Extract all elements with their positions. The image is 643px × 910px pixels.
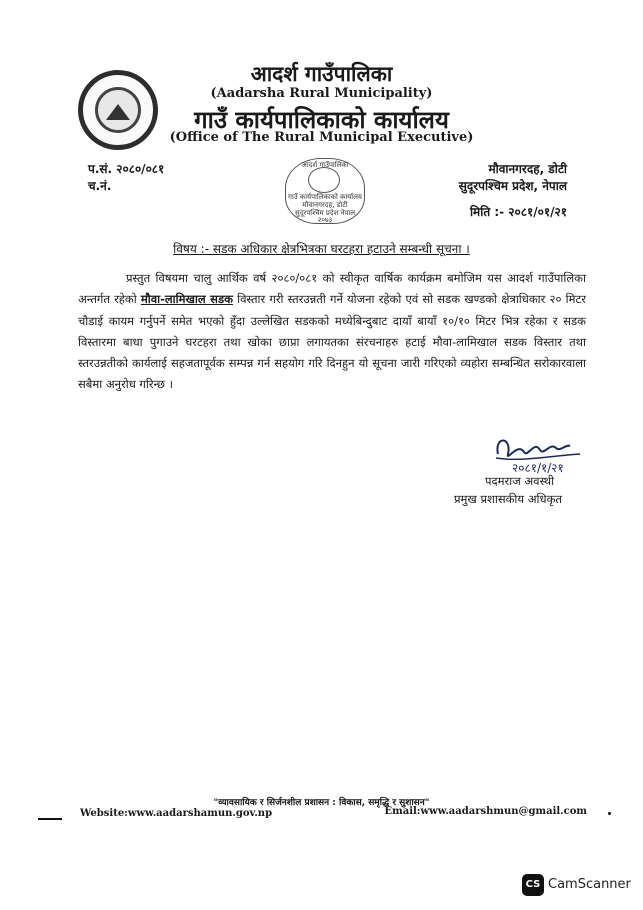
letter-date: मिति :- २०८१/०१/२१ [469,205,567,219]
signer-title: प्रमुख प्रशासकीय अधिकृत [454,492,562,506]
footer-website: Website:www.aadarshamun.gov.np [80,808,273,819]
stamp-line-2: गाउँ कार्यपालिकाको कार्यालय [288,193,362,201]
stamp-line-1: आदर्श गाउँपालिका [301,161,349,169]
stamp-line-5: २०७३ [317,216,333,224]
dispatch-number: च.नं. [88,179,112,193]
body-part-2: विस्तार गरी स्तरउन्नती गर्ने योजना रहेको एवं सो सडक खण्डको क्षेत्राधिकार २० मिटर चौडाई कायम गर्नुपर्ने समेत भएको हुँदा उल्लेखित सडकको मध्येबिन्दुबाट दायाँ बायाँ १०/१० मिटर भित्र रहेका र सडक विस्तारमा बाधा पुगाउने घरटहरा तथा खोका छाप्रा लगायतका संरचनाहरु हटाई मौवा-लामिखाल सडक विस्तार तथा स्तरउन्नतीको कार्यलाई सहजतापूर्वक सम्पन्न गर्न सहयोग गरि दिनहुन यो सूचना जारी गरिएको व्यहोरा सम्बन्धित सरोकारवाला सबैमा अनुरोध गरिन्छ । [78,292,587,392]
municipality-name-nepali: आदर्श गाउँपालिका [250,62,393,86]
letter-number: प.सं. २०८०/०८१ [88,162,165,176]
camscanner-logo-icon: CS [522,874,544,896]
margin-dot [608,812,611,815]
office-name-english: (Office of The Rural Municipal Executive) [169,130,474,145]
stamp-line-3: मौवानगरदह, डोटी [302,201,348,209]
official-stamp [285,158,365,224]
signature-date: २०८१/१/२१ [512,461,564,475]
footer-slogan: "व्यावसायिक र सिर्जनशील प्रशासन : विकास, समृद्धि र सुशासन" [213,798,430,808]
margin-mark [38,818,62,820]
letter-subject: विषय :- सडक अधिकार क्षेत्रभित्रका घरटहरा हटाउने सम्बन्धी सूचना । [173,242,470,256]
signer-name: पदमराज अवस्थी [485,474,555,488]
office-address-province: सुदूरपश्चिम प्रदेश, नेपाल [458,179,567,193]
letter-body [78,268,586,396]
body-part-1: प्रस्तुत विषयमा चालु आर्थिक वर्ष २०८०/०८१ को स्वीकृत वार्षिक कार्यक्रम बमोजिम यस आदर्श गाउँपालिका अन्तर्गत रहेको [78,271,586,307]
signature-scribble [490,432,590,476]
footer-email: Email:www.aadarshmun@gmail.com [384,806,587,817]
municipality-name-english: (Aadarsha Rural Municipality) [210,86,433,101]
camscanner-watermark: CamScanner [548,877,631,892]
office-name-nepali: गाउँ कार्यपालिकाको कार्यालय [194,106,449,134]
office-address-place: मौवानगरदह, डोटी [488,162,567,176]
handwritten-signature [490,432,590,480]
stamp-line-4: सुदूरपश्चिम प्रदेश नेपाल [294,209,356,217]
road-name: मौवा-लामिखाल सडक [140,292,233,307]
